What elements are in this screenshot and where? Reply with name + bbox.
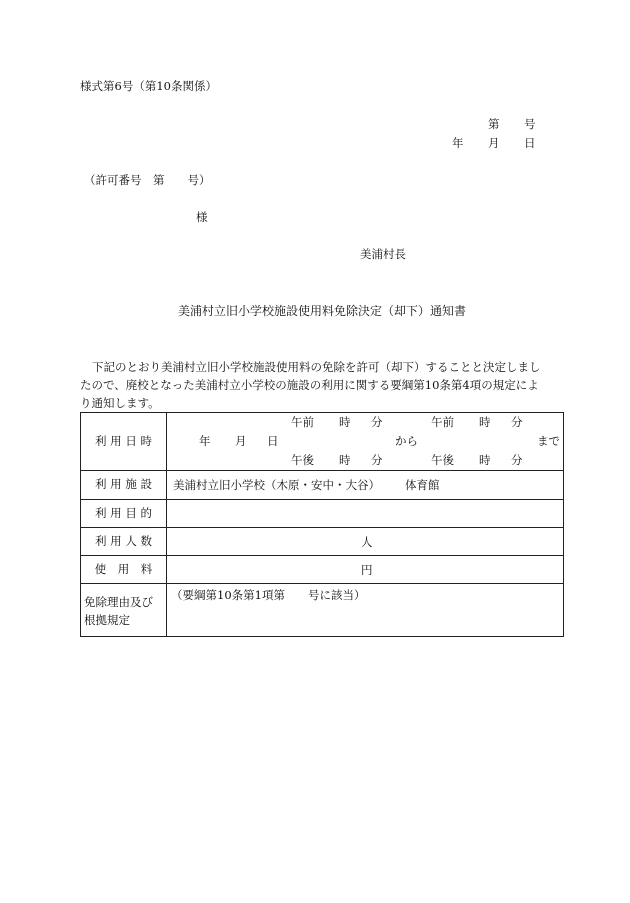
hour-3: 時 xyxy=(339,453,351,467)
row-datetime xyxy=(81,413,563,471)
date-month: 月 xyxy=(488,136,500,150)
label-facility: 利 用 施 設 xyxy=(95,477,152,492)
people-unit: 人 xyxy=(361,535,373,549)
minute-3: 分 xyxy=(371,453,383,467)
date-day-cell: 日 xyxy=(267,434,279,448)
minute-2: 分 xyxy=(511,415,523,429)
permit-number: （許可番号 第 号） xyxy=(84,173,211,187)
date-month-cell: 月 xyxy=(235,434,247,448)
row-fee xyxy=(81,556,563,584)
details-table xyxy=(80,412,564,637)
doc-no-dai: 第 xyxy=(488,117,500,131)
facility-hall: 体育館 xyxy=(405,478,440,492)
date-year-cell: 年 xyxy=(199,434,211,448)
fee-unit: 円 xyxy=(361,563,373,577)
row-people xyxy=(81,528,563,556)
document-title: 美浦村立旧小学校施設使用料免除決定（却下）通知書 xyxy=(178,304,467,318)
label-purpose: 利 用 目 的 xyxy=(95,505,152,520)
form-number: 様式第6号（第10条関係） xyxy=(80,79,217,93)
am-1: 午前 xyxy=(291,415,314,429)
hour-1: 時 xyxy=(339,415,351,429)
label-fee: 使 用 料 xyxy=(94,561,153,576)
row-purpose xyxy=(81,500,563,528)
date-year: 年 xyxy=(452,136,464,150)
row-reason xyxy=(81,584,563,636)
to-text: まで xyxy=(537,434,560,448)
reason-value: （要綱第10条第1項第 号に該当） xyxy=(171,588,366,602)
row-facility xyxy=(81,471,563,500)
label-reason-1: 免除理由及び xyxy=(84,595,153,609)
date-day: 日 xyxy=(524,136,536,150)
label-datetime: 利 用 日 時 xyxy=(95,433,152,448)
issuer: 美浦村長 xyxy=(360,247,406,261)
hour-4: 時 xyxy=(479,453,491,467)
hour-2: 時 xyxy=(479,415,491,429)
pm-2: 午後 xyxy=(431,453,454,467)
minute-1: 分 xyxy=(371,415,383,429)
minute-4: 分 xyxy=(511,453,523,467)
body-text: 下記のとおり美浦村立旧小学校施設使用料の免除を許可（却下）することと決定しましたので、廃校となった美浦村立小学校の施設の利用に関する要綱第10条第4項の規定により通知します。 xyxy=(80,360,541,410)
from-text: から xyxy=(395,434,418,448)
doc-no-gou: 号 xyxy=(524,117,536,131)
am-2: 午前 xyxy=(431,415,454,429)
pm-1: 午後 xyxy=(291,453,314,467)
label-reason-2: 根拠規定 xyxy=(84,613,130,627)
recipient-suffix: 様 xyxy=(196,210,208,224)
facility-value: 美浦村立旧小学校（木原・安中・大谷） xyxy=(173,478,380,492)
label-people: 利 用 人 数 xyxy=(95,533,152,548)
